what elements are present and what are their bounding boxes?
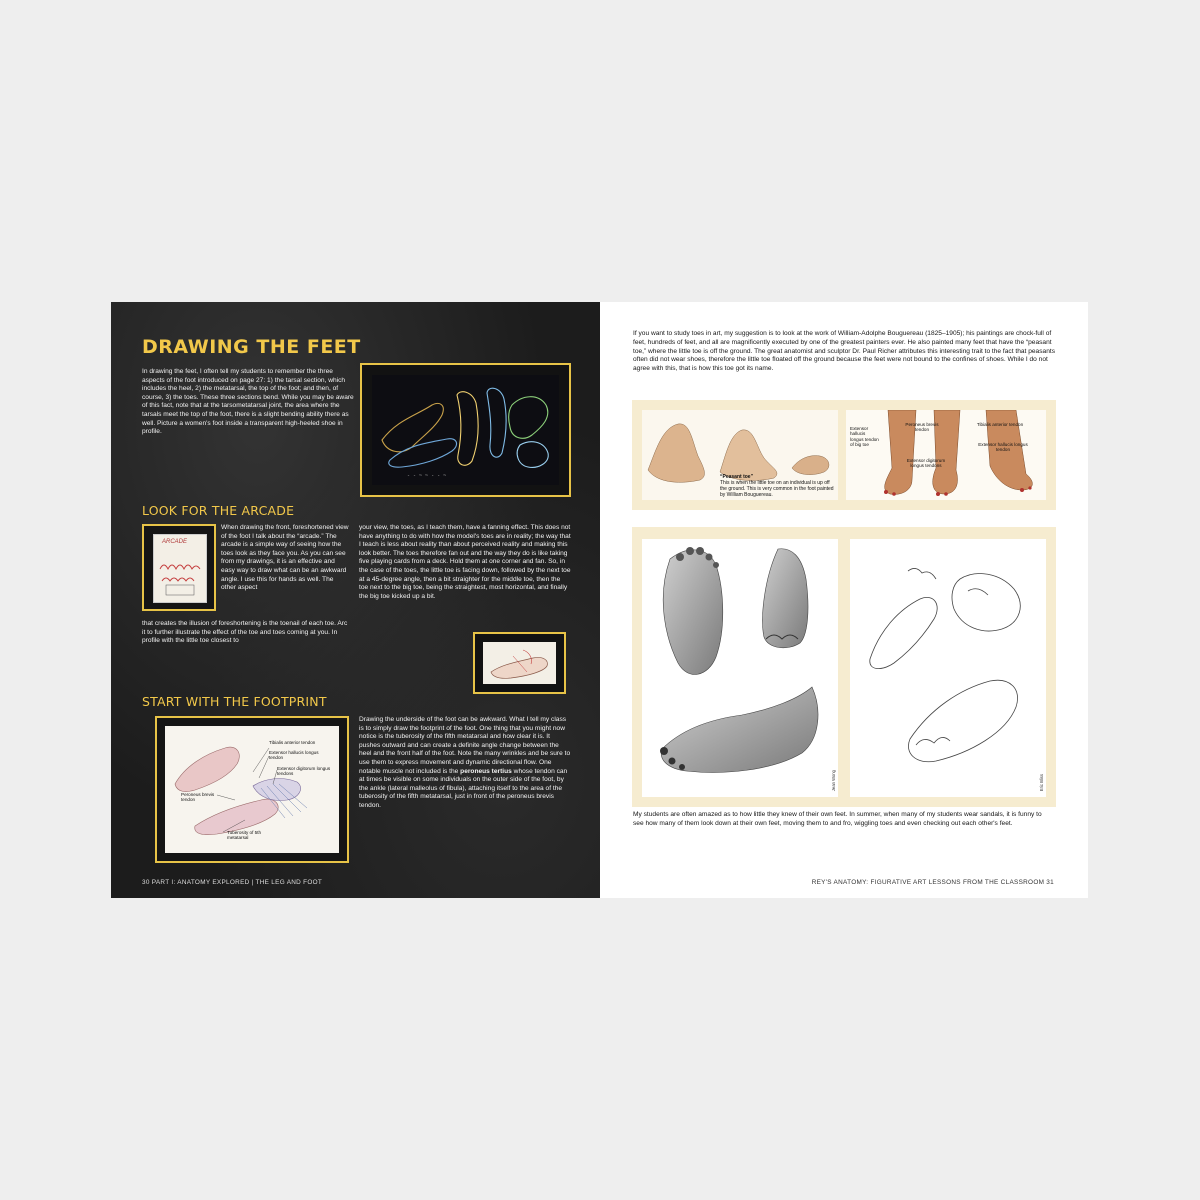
peasant-toe-caption-title: “Peasant toe” xyxy=(720,474,754,480)
right-intro-paragraph: If you want to study toes in art, my suggestion is to look at the work of William-Adolphe Bouguereau (1825–1905); his paintings are chock-full of feet, hundreds of feet, and all are magnificently executed by one of the greatest painters ever. He also painted many feet that have the “peasant toe,” where the little toe is off the ground. The great anatomist and sculptor Dr. Paul Richer attributes this interesting trait to the fact that peasants often did not wear shoes, therefore the little toe floated off the ground because the feet were not bound to the confines of shoes. While I do not agree with this, that is how this toe got its name. xyxy=(633,330,1055,373)
arcade-heading: LOOK FOR THE ARCADE xyxy=(142,503,295,518)
tendon-label-ext-hallucis-2: Extensor hallucis longus tendon xyxy=(978,442,1028,453)
right-page xyxy=(600,302,1088,898)
page-title: DRAWING THE FEET xyxy=(142,336,361,358)
tendon-label-ext-hallucis: Extensor hallucis longus tendon of big toe xyxy=(850,426,879,448)
pencil-drawings-panel xyxy=(632,527,1056,807)
artist-credit-left: Jean Wong xyxy=(831,769,836,791)
peasant-toe-panel xyxy=(632,400,1056,510)
right-outro-paragraph: My students are often amazed as to how little they knew of their own feet. In summer, when many of my students wear sandals, it is funny to see how many of them look down at their own feet, moving them to and fro, wiggling toes and even checking out each other's feet. xyxy=(633,811,1042,827)
label-tuberosity: Tuberosity of 5th metatarsal xyxy=(227,830,262,841)
book-spread xyxy=(111,302,1088,898)
feet-sketch-frame xyxy=(360,363,571,497)
footprint-heading: START WITH THE FOOTPRINT xyxy=(142,694,327,709)
label-ext-hallucis: Extensor hallucis longus tendon xyxy=(269,750,319,761)
left-footer: 30 PART I: ANATOMY EXPLORED | THE LEG AND FOOT xyxy=(142,879,323,886)
left-page xyxy=(111,302,600,898)
tendon-label-ext-digitorum: Extensor digitorum longus tendons xyxy=(906,458,946,469)
profile-toe-sketch-frame xyxy=(473,632,566,694)
arcade-sketch-image xyxy=(153,534,207,603)
svg-text:- - ~ ~ - - ~: - - ~ ~ - - ~ xyxy=(407,473,447,479)
right-footer: REY'S ANATOMY: FIGURATIVE ART LESSONS FROM THE CLASSROOM 31 xyxy=(811,879,1054,886)
arcade-sketch-frame xyxy=(142,524,216,611)
peasant-toe-caption-text: This is when the little toe on an individual is up off the ground. This is very common in the foot painted by William Bouguereau. xyxy=(720,480,834,498)
feet-sketch-image xyxy=(362,365,569,495)
pencil-drawing-right xyxy=(850,539,1046,797)
profile-toe-sketch-image xyxy=(483,642,556,684)
footprint-diagram-frame xyxy=(155,716,349,863)
label-tibialis: Tibialis anterior tendon xyxy=(269,740,316,745)
tendon-label-peroneus: Peroneus brevis tendon xyxy=(905,422,939,433)
arcade-text-col2: your view, the toes, as I teach them, have a fanning effect. This does not have anything to do with how the model's toes are in reality; the way that I teach is less about reality than about perceived reality and making this look better. The toes therefore fan out and the way they do is like taking five playing cards from a deck. Hold them at one corner and fan. So, in the case of the toes, the little toe is facing down, followed by the next toe at a 45-degree angle, then a bit straighter for the middle toe, then the toe next to the big toe, being the straightest, most horizontal, and finally the big toe kicked up a bit. xyxy=(359,524,571,600)
tendon-label-tibialis: Tibialis anterior tendon xyxy=(976,422,1024,427)
label-peroneus: Peroneus brevis tendon xyxy=(181,792,215,803)
footprint-bold-term: peroneus tertius xyxy=(460,767,512,775)
arcade-sketch-label: ARCADE xyxy=(162,539,188,545)
arcade-text-col1-narrow: When drawing the front, foreshortened view of the foot I talk about the “arcade.” The arcade is a simple way of seeing how the toes look as they face you. As you can see from my drawings, it is an effective and easy way to draw what can be an awkward angle. I use this for hands as well. The other aspect xyxy=(221,524,349,592)
tendon-diagram xyxy=(846,410,1046,500)
footprint-text-1: Drawing the underside of the foot can be awkward. What I tell my class is to simply draw the footprint of the foot. One thing that you might now notice is the tuberosity of the fifth metatarsal and how clear it is. It pushes outward and can create a definite angle change between the heel and the front half of the foot. Note the many wrinkles and be sure to use them to express movement and dynamic directional flow. One notable muscle not included is the xyxy=(359,716,571,775)
intro-paragraph: In drawing the feet, I often tell my students to remember the three aspects of the foot introduced on page 27: 1) the tarsal section, which includes the heel, 2) the metatarsal, the top of the foot; and then, of course, 3) the toes. These three sections bend. While you may be aware of this fact, note that at the tarsometatarsal joint, the area where the tarsals meet the top of the foot, there is a slight bending ability there as well. Picture a women's foot inside a transparent high-heeled shoe in profile. xyxy=(142,368,354,436)
peasant-toe-caption xyxy=(720,474,834,498)
label-ext-digitorum: Extensor digitorum longus tendons xyxy=(277,766,331,777)
arcade-text-col1-wide: that creates the illusion of foreshortening is the toenail of each toe. Arc it to further illustrate the effect of the toe and toes coming at you. In profile with the little toe closest to xyxy=(142,620,348,645)
footprint-paragraph xyxy=(359,716,571,811)
peasant-toe-illustration xyxy=(642,410,838,500)
footprint-diagram-image xyxy=(165,726,339,853)
pencil-drawing-left xyxy=(642,539,838,797)
footprint-text-2: whose tendon can at times be visible on some individuals on the outer side of the foot, by the ankle (lateral malleolus of fibula), attaching itself to the area of the tuberosity of the fifth metatarsal, just in front of the peroneus brevis tendon. xyxy=(359,767,568,809)
artist-credit-right: Eric Bliss xyxy=(1039,773,1044,791)
